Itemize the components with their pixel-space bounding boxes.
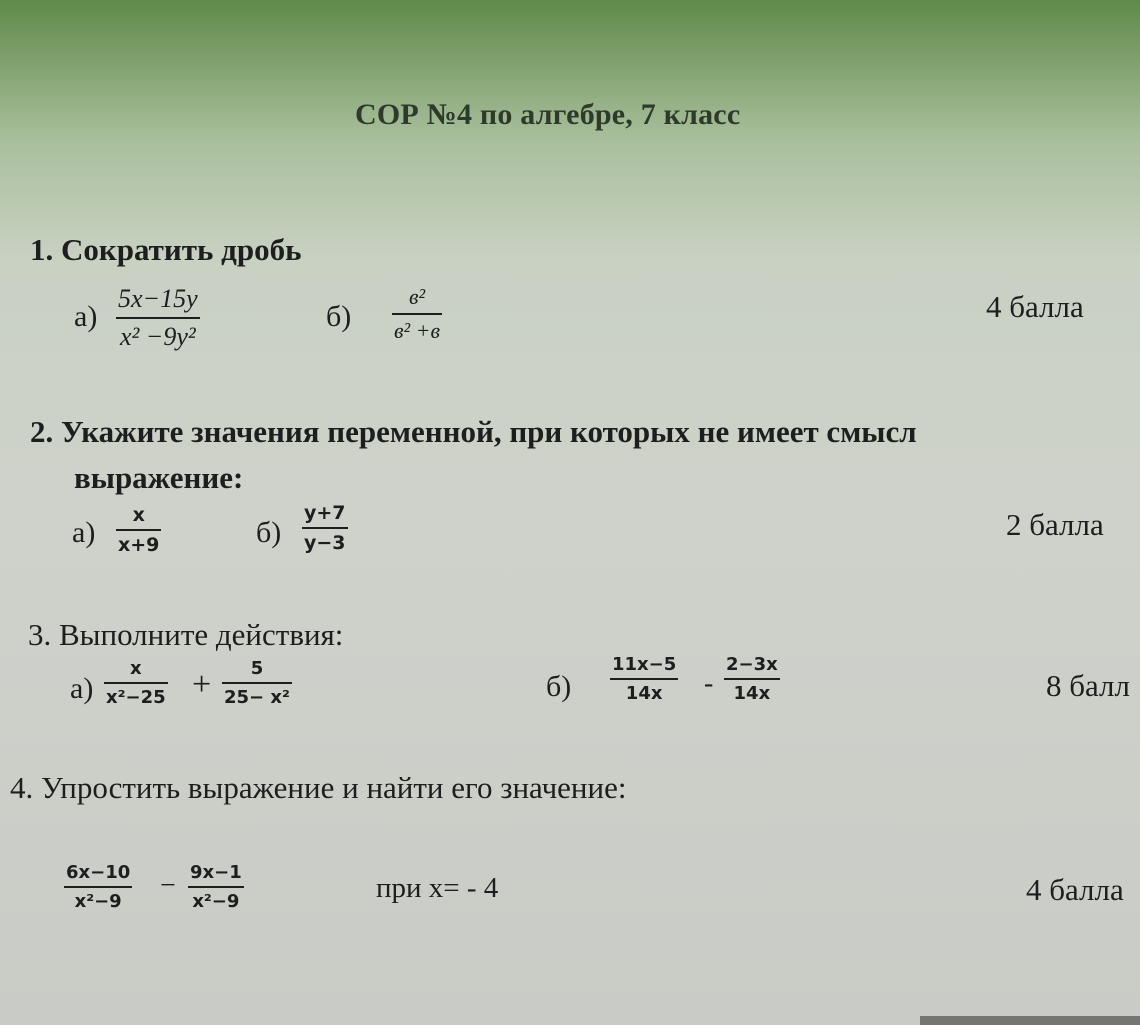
task3-b2-denominator: 14x [733, 683, 771, 704]
fraction-bar [116, 529, 161, 531]
task4-f2-fraction [188, 862, 244, 912]
page-edge-shadow [920, 1016, 1140, 1025]
task3-a1-fraction [104, 658, 168, 708]
task2-b-label: б) [256, 516, 282, 549]
task1-a-numerator: 5x−15y [118, 284, 198, 313]
task3-b1-fraction [610, 654, 678, 704]
task4-f1-fraction [64, 862, 132, 912]
fraction-bar [188, 886, 244, 888]
task2-heading-line2: выражение: [74, 460, 244, 495]
fraction-bar [610, 678, 678, 680]
fraction-bar [64, 886, 132, 888]
task1-points: 4 балла [986, 289, 1084, 324]
task4-points: 4 балла [1026, 872, 1124, 907]
task2-a-fraction [116, 504, 161, 556]
task3-a2-fraction [222, 658, 292, 708]
task1-heading: 1. Сократить дробь [30, 232, 302, 267]
fraction-bar [392, 313, 442, 315]
task1-b-label: б) [326, 300, 352, 333]
task3-points: 8 балл [1046, 668, 1130, 703]
fraction-bar [104, 682, 168, 684]
task2-b-fraction [302, 502, 348, 554]
fraction-bar [302, 527, 348, 529]
task1-b-numerator: в² [408, 284, 426, 309]
task3-a1-numerator: x [130, 658, 142, 679]
task1-b-denominator: в² +в [394, 318, 441, 343]
task3-b-operator: - [704, 668, 714, 699]
task2-b-numerator: y+7 [304, 502, 346, 524]
task1-a-denominator: x² −9y² [119, 322, 196, 351]
task2-heading-line1: 2. Укажите значения переменной, при которых не имеет смысл [30, 414, 917, 449]
task3-a1-denominator: x²−25 [106, 687, 166, 708]
task3-a-operator: + [192, 666, 212, 703]
task3-b2-numerator: 2−3x [726, 654, 778, 675]
task4-f1-numerator: 6x−10 [66, 862, 131, 883]
task2-a-label: а) [72, 516, 96, 549]
task4-condition: при x= - 4 [376, 872, 499, 904]
task3-b2-fraction [724, 654, 780, 704]
task3-b1-denominator: 14x [625, 683, 663, 704]
task3-a2-numerator: 5 [250, 658, 264, 679]
task4-f2-numerator: 9x−1 [190, 862, 242, 883]
task3-a2-denominator: 25− x² [224, 687, 290, 708]
fraction-bar [116, 317, 200, 319]
task2-b-denominator: y−3 [304, 532, 346, 554]
task1-a-label: а) [74, 300, 98, 333]
task1-b-fraction [392, 284, 442, 344]
worksheet-title: СОР №4 по алгебре, 7 класс [355, 98, 741, 131]
task2-a-numerator: x [132, 504, 145, 526]
fraction-bar [222, 682, 292, 684]
fraction-bar [724, 678, 780, 680]
task3-b1-numerator: 11x−5 [612, 654, 677, 675]
task4-f2-denominator: x²−9 [192, 891, 240, 912]
task4-heading: 4. Упростить выражение и найти его значение: [10, 770, 627, 805]
task2-a-denominator: x+9 [118, 534, 160, 556]
task3-heading: 3. Выполните действия: [28, 617, 344, 652]
task3-b-label: б) [546, 670, 572, 703]
task4-operator: − [160, 870, 176, 901]
task1-a-fraction [116, 284, 200, 352]
task2-points: 2 балла [1006, 507, 1104, 542]
task4-f1-denominator: x²−9 [74, 891, 122, 912]
task3-a-label: а) [70, 672, 94, 705]
